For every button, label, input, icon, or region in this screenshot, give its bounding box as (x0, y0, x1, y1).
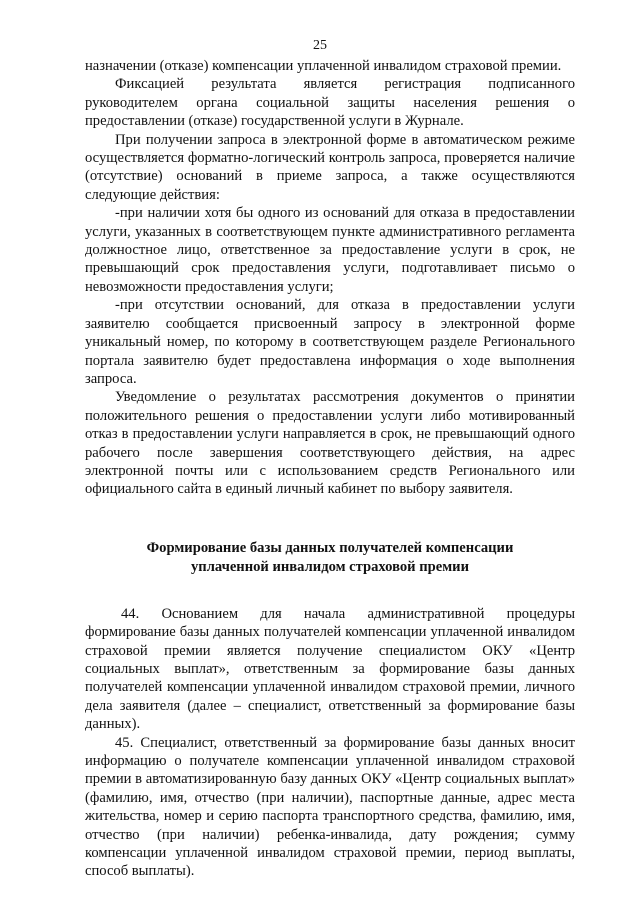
section-heading-line-2: уплаченной инвалидом страховой премии (190, 558, 469, 575)
paragraph-no-refusal-grounds: -при отсутствии оснований, для отказа в предоставлении услуги заявителю сообщается присвоенный запросу в электронной форме уникальный номер, по которому в соответствующем разделе Регионального портала заявителю будет предоставлена информация о ходе выполнения запроса. (85, 297, 575, 387)
paragraph-continuation: назначении (отказе) компенсации уплаченной инвалидом страховой премии. (85, 58, 562, 74)
paragraph-result-fixation: Фиксацией результата является регистрация подписанного руководителем органа социальной защиты населения решения о предоставлении (отказе) государственной услуги в Журнале. (85, 76, 575, 130)
paragraph-electronic-request: При получении запроса в электронной форме в автоматическом режиме осуществляется форматно-логический контроль запроса, проверяется наличие (отсутствие) оснований в приеме запроса, а также осуществляются следующие действия: (85, 131, 575, 203)
paragraph-45: 45. Специалист, ответственный за формирование базы данных вносит информацию о получателе компенсации уплаченной инвалидом страховой премии в автоматизированную базу данных ОКУ «Центр социальных выплат» (фамилию, имя, отчество (при наличии), паспортные данные, адрес места жительства, номер и серию паспорта транспортного средства, фамилию, имя, отчество (при наличии) ребенка-инвалида, дату рождения; сумму компенсации уплаченной инвалидом страховой премии, период выплаты, способ выплаты). (85, 734, 575, 880)
document-body (85, 57, 575, 881)
section-heading (85, 539, 575, 577)
paragraph-refusal-grounds: -при наличии хотя бы одного из оснований для отказа в предоставлении услуги, указанных в соответствующем пункте административного регламента должностное лицо, ответственное за предоставление услуги в срок, не превышающий срок предоставления услуги, подготавливает письмо о невозможности предоставления услуги; (85, 205, 575, 295)
section-heading-line-1: Формирование базы данных получателей компенсации (146, 539, 514, 556)
paragraph-44: 44. Основанием для начала административной процедуры формирование базы данных получателей компенсации уплаченной инвалидом страховой премии является получение специалистом ОКУ «Центр социальных выплат», ответственным за формирование базы данных получателей компенсации уплаченной инвалидом страховой премии, личного дела заявителя (далее – специалист, ответственный за формирование базы данных). (85, 605, 575, 733)
paragraph-notification: Уведомление о результатах рассмотрения документов о принятии положительного решения о предоставлении услуги либо мотивированный отказ в предоставлении услуги направляется в срок, не превышающий одного рабочего после завершения соответствующего действия, на адрес электронной почты или с использованием средств Регионального или официального сайта в единый личный кабинет по выбору заявителя. (85, 389, 575, 498)
page-number: 25 (313, 38, 327, 53)
